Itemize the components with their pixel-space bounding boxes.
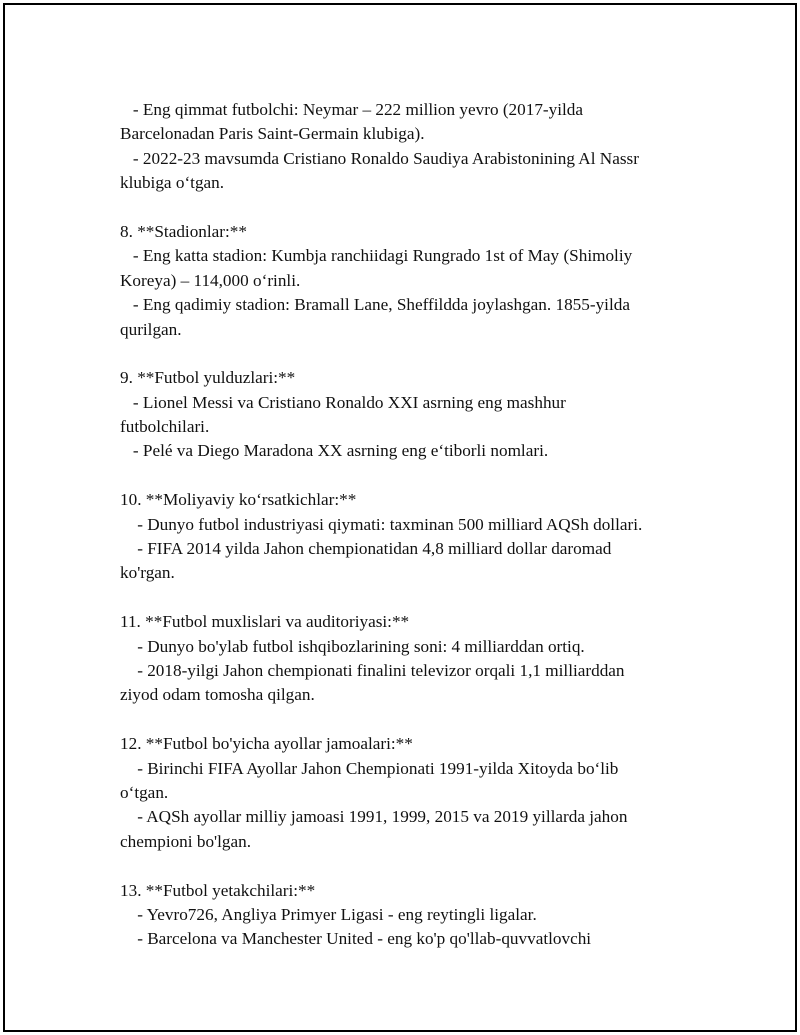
text-line: - Lionel Messi va Cristiano Ronaldo XXI asrning eng mashhur <box>120 392 566 412</box>
text-line: - Pelé va Diego Maradona XX asrning eng e‘tiborli nomlari. <box>120 441 549 461</box>
section-heading: 11. **Futbol muxlislari va auditoriyasi:** <box>120 612 410 632</box>
text-line: - Birinchi FIFA Ayollar Jahon Chempionati 1991-yilda Xitoyda bo‘lib <box>120 758 619 778</box>
text-line: - 2022-23 mavsumda Cristiano Ronaldo Saudiya Arabistonining Al Nassr <box>120 148 639 168</box>
blank-line <box>120 854 700 878</box>
text-line: - Eng katta stadion: Kumbja ranchiidagi Rungrado 1st of May (Shimoliy <box>120 246 633 266</box>
blank-line <box>120 708 700 732</box>
text-line: chempioni bo'lgan. <box>120 831 252 851</box>
text-line: Koreya) – 114,000 o‘rinli. <box>120 270 301 290</box>
blank-line <box>120 342 700 366</box>
text-line: - AQSh ayollar milliy jamoasi 1991, 1999, 2015 va 2019 yillarda jahon <box>120 807 628 827</box>
text-line: - FIFA 2014 yilda Jahon chempionatidan 4,8 milliard dollar daromad <box>120 539 612 559</box>
section-heading: 8. **Stadionlar:** <box>120 221 247 241</box>
text-line: qurilgan. <box>120 319 182 339</box>
text-line: futbolchilari. <box>120 417 210 437</box>
text-line: - Barcelona va Manchester United - eng ko'p qo'llab-quvvatlovchi <box>120 929 592 949</box>
blank-line <box>120 196 700 220</box>
blank-line <box>120 464 700 488</box>
section-heading: 9. **Futbol yulduzlari:** <box>120 368 296 388</box>
text-line: ko'rgan. <box>120 563 175 583</box>
text-line: - Eng qimmat futbolchi: Neymar – 222 million yevro (2017-yilda <box>120 100 584 119</box>
text-line: - Yevro726, Angliya Primyer Ligasi - eng reytingli ligalar. <box>120 904 537 924</box>
section-heading: 13. **Futbol yetakchilari:** <box>120 880 316 900</box>
text-line: - Dunyo bo'ylab futbol ishqibozlarining soni: 4 milliarddan ortiq. <box>120 636 585 656</box>
text-line: - Eng qadimiy stadion: Bramall Lane, Sheffildda joylashgan. 1855-yilda <box>120 295 630 315</box>
section-heading: 12. **Futbol bo'yicha ayollar jamoalari:** <box>120 734 413 754</box>
document-body <box>120 98 700 952</box>
text-line: ziyod odam tomosha qilgan. <box>120 685 315 705</box>
text-line: Barcelonadan Paris Saint-Germain klubiga). <box>120 124 425 144</box>
text-line: - 2018-yilgi Jahon chempionati finalini televizor orqali 1,1 milliarddan <box>120 660 625 680</box>
text-line: - Dunyo futbol industriyasi qiymati: taxminan 500 milliard AQSh dollari. <box>120 514 643 534</box>
section-heading: 10. **Moliyaviy ko‘rsatkichlar:** <box>120 490 357 510</box>
blank-line <box>120 586 700 610</box>
text-line: klubiga o‘tgan. <box>120 173 225 193</box>
text-line: o‘tgan. <box>120 782 169 802</box>
document-page <box>3 3 797 1032</box>
